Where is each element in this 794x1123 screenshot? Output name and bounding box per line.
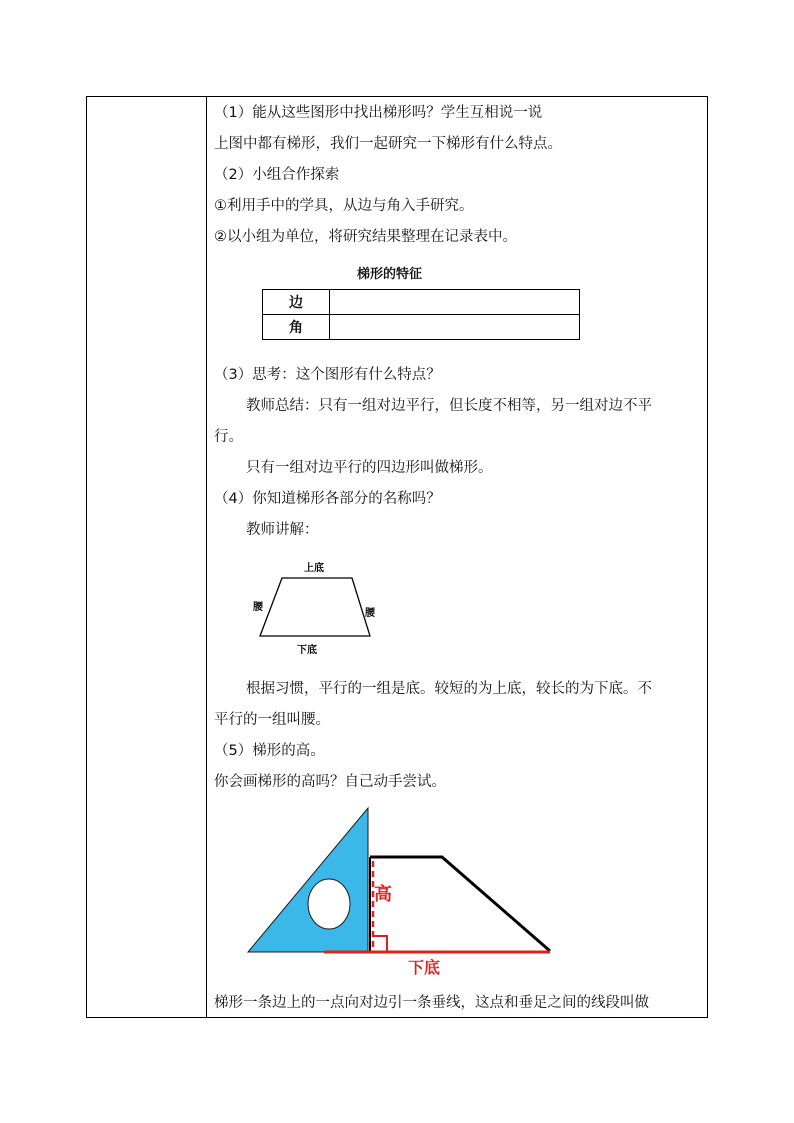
row-value-angles <box>330 315 580 340</box>
text-line-10: （4）你知道梯形各部分的名称吗？ <box>214 491 441 507</box>
set-square-triangle <box>248 808 368 952</box>
text-line-5: ②以小组为单位，将研究结果整理在记录表中。 <box>214 229 517 245</box>
text-line-16: 梯形一条边上的一点向对边引一条垂线，这点和垂足之间的线段叫做 <box>214 995 649 1011</box>
text-line-11: 教师讲解： <box>246 522 319 538</box>
feature-table <box>262 289 580 340</box>
label-top-base: 上底 <box>304 563 324 574</box>
label-right-leg: 腰 <box>365 608 375 619</box>
label-height: 高 <box>374 884 392 905</box>
trapezoid-parts-diagram <box>240 556 390 660</box>
text-line-15: 你会画梯形的高吗？自己动手尝试。 <box>214 774 446 790</box>
trapezoid-height-diagram <box>240 805 560 980</box>
table-row <box>263 290 580 315</box>
table-title: 梯形的特征 <box>357 267 423 282</box>
column-divider <box>206 96 207 1018</box>
set-square-hole <box>308 879 350 929</box>
row-value-edges <box>330 290 580 315</box>
text-line-4: ①利用手中的学具，从边与角入手研究。 <box>214 198 474 214</box>
text-line-7: 教师总结：只有一组对边平行，但长度不相等，另一组对边不平 <box>246 398 652 414</box>
text-line-13: 平行的一组叫腰。 <box>214 712 330 728</box>
label-left-leg: 腰 <box>253 602 263 613</box>
text-line-9: 只有一组对边平行的四边形叫做梯形。 <box>246 460 493 476</box>
label-base: 下底 <box>408 958 441 977</box>
text-line-12: 根据习惯，平行的一组是底。较短的为上底，较长的为下底。不 <box>246 681 652 697</box>
table-row <box>263 315 580 340</box>
text-line-1: （1）能从这些图形中找出梯形吗？学生互相说一说 <box>214 105 543 121</box>
trapezoid-shape <box>260 578 370 636</box>
row-label-edges: 边 <box>263 290 330 315</box>
trapezoid-outline <box>370 857 550 951</box>
text-line-3: （2）小组合作探索 <box>214 167 340 183</box>
row-label-angles: 角 <box>263 315 330 340</box>
text-line-14: （5）梯形的高。 <box>214 743 325 759</box>
right-angle-mark <box>374 936 387 951</box>
text-line-8: 行。 <box>214 429 243 445</box>
text-line-2: 上图中都有梯形，我们一起研究一下梯形有什么特点。 <box>214 136 562 152</box>
label-bottom-base: 下底 <box>297 645 317 656</box>
text-line-6: （3）思考：这个图形有什么特点？ <box>214 367 441 383</box>
